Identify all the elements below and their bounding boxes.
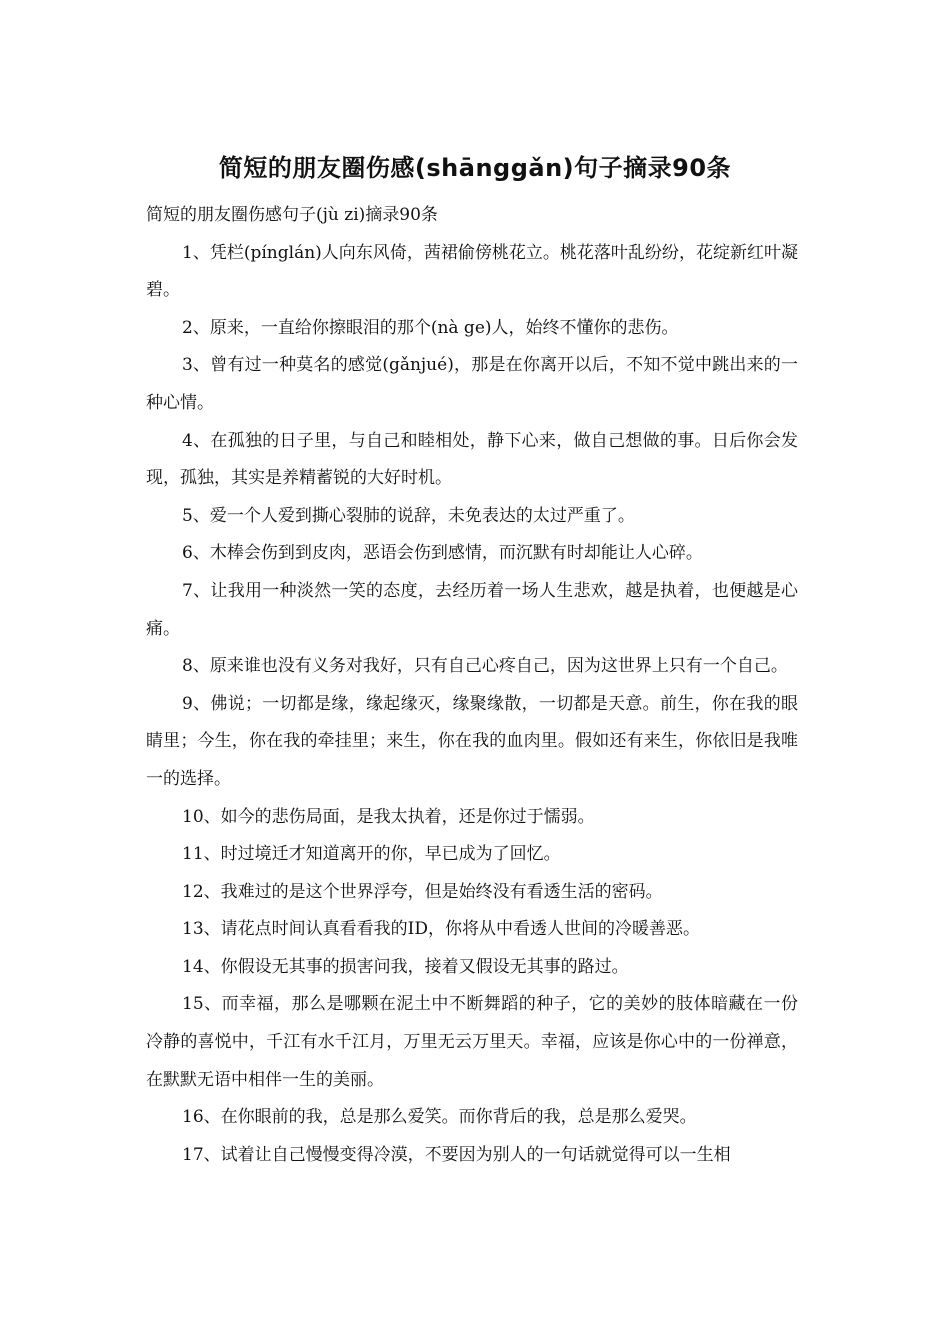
- paragraph: 13、请花点时间认真看看我的ID，你将从中看透人世间的冷暖善恶。: [182, 919, 700, 940]
- paragraph: 16、在你眼前的我，总是那么爱笑。而你背后的我，总是那么爱哭。: [182, 1107, 697, 1128]
- paragraph: 15、而幸福，那么是哪颗在泥土中不断舞蹈的种子，它的美妙的肢体暗藏在一份冷静的喜悦中，千江有水千江月，万里无云万里天。幸福，应该是你心中的一份禅意，在默默无语中相伴一生的美丽。: [146, 994, 798, 1090]
- paragraph: 5、爱一个人爱到撕心裂肺的说辞，未免表达的太过严重了。: [182, 505, 635, 526]
- paragraph: 9、佛说；一切都是缘，缘起缘灭，缘聚缘散，一切都是天意。前生，你在我的眼睛里；今生，你在我的牵挂里；来生，你在我的血肉里。假如还有来生，你依旧是我唯一的选择。: [146, 693, 798, 789]
- paragraph: 17、试着让自己慢慢变得冷漠，不要因为别人的一句话就觉得可以一生相: [182, 1144, 731, 1165]
- paragraph: 8、原来谁也没有义务对我好，只有自己心疼自己，因为这世界上只有一个自己。: [182, 656, 788, 677]
- paragraph: 11、时过境迁才知道离开的你，早已成为了回忆。: [182, 844, 561, 865]
- paragraph: 3、曾有过一种莫名的感觉(gǎnjué)，那是在你离开以后，不知不觉中跳出来的一种心情。: [146, 355, 798, 413]
- paragraph: 1、凭栏(pínglán)人向东风倚，茜裙偷傍桃花立。桃花落叶乱纷纷，花绽新红叶凝碧。: [146, 242, 798, 301]
- document-title: 简短的朋友圈伤感(shānggǎn)句子摘录90条: [218, 154, 732, 182]
- document-body: [146, 197, 798, 1174]
- paragraph: 6、木棒会伤到到皮肉，恶语会伤到感情，而沉默有时却能让人心碎。: [182, 543, 703, 564]
- paragraph: 7、让我用一种淡然一笑的态度，去经历着一场人生悲欢，越是执着，也便越是心痛。: [146, 580, 798, 639]
- document-subtitle: 简短的朋友圈伤感句子(jù zi)摘录90条: [146, 205, 438, 225]
- paragraph: 14、你假设无其事的损害问我，接着又假设无其事的路过。: [182, 956, 629, 977]
- paragraph: 4、在孤独的日子里，与自己和睦相处，静下心来，做自己想做的事。日后你会发现，孤独，其实是养精蓄锐的大好时机。: [146, 430, 798, 489]
- paragraph: 12、我难过的是这个世界浮夸，但是始终没有看透生活的密码。: [182, 881, 663, 902]
- paragraph: 10、如今的悲伤局面，是我太执着，还是你过于懦弱。: [182, 806, 595, 827]
- paragraph: 2、原来，一直给你擦眼泪的那个(nà ge)人，始终不懂你的悲伤。: [182, 317, 679, 338]
